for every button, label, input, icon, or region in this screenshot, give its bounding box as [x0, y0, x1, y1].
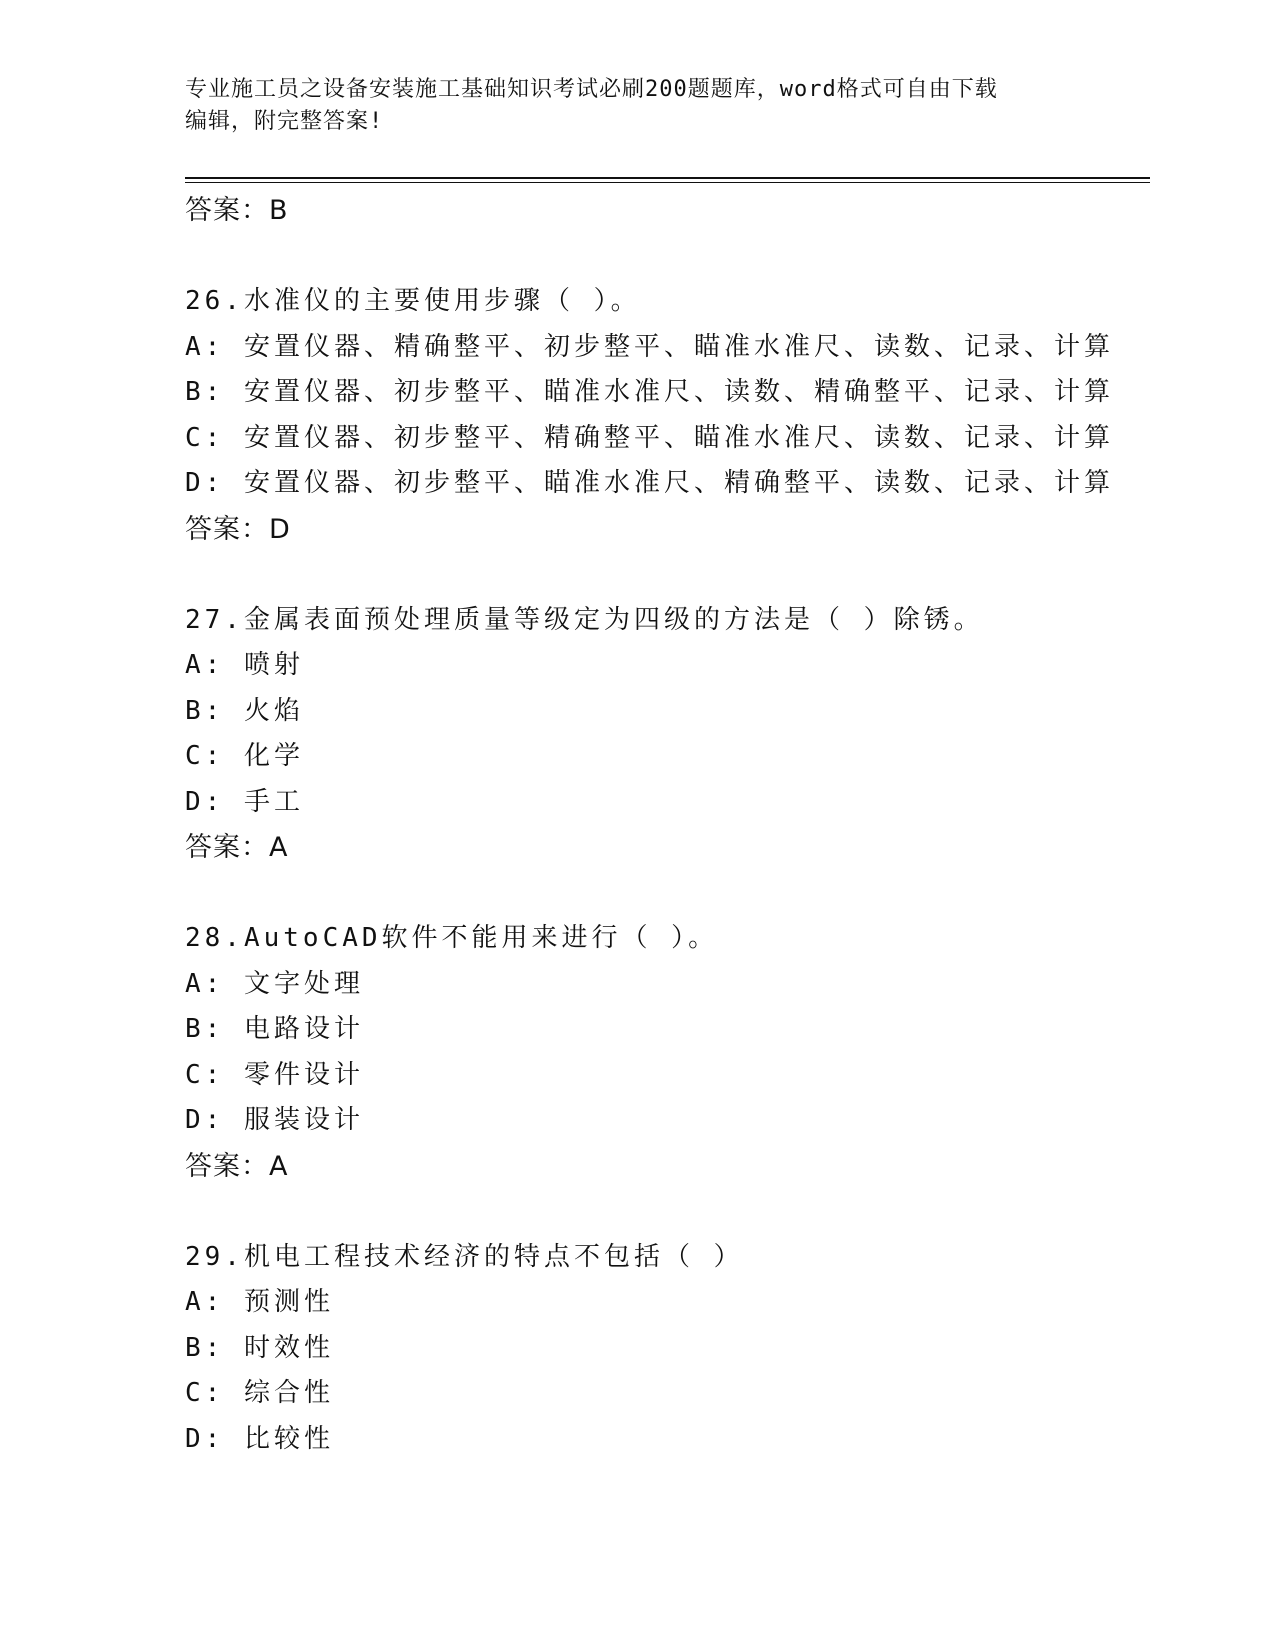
option-b: B: 安置仪器、初步整平、瞄准水准尺、读数、精确整平、记录、计算	[185, 377, 1114, 407]
option-d: D: 服装设计	[185, 1105, 364, 1135]
option-a: A: 安置仪器、精确整平、初步整平、瞄准水准尺、读数、记录、计算	[185, 331, 1114, 362]
header-rule-thin	[185, 182, 1150, 183]
question-stem: 28.AutoCAD软件不能用来进行（ ）。	[185, 923, 719, 953]
option-a: A: 喷射	[185, 650, 304, 680]
question-stem: 27.金属表面预处理质量等级定为四级的方法是（ ）除锈。	[185, 604, 984, 635]
option-b: B: 时效性	[185, 1332, 334, 1363]
option-c: C: 综合性	[185, 1378, 334, 1408]
option-d: D: 安置仪器、初步整平、瞄准水准尺、精确整平、读数、记录、计算	[185, 468, 1114, 498]
option-a: A: 文字处理	[185, 968, 364, 999]
question-list	[185, 188, 1135, 1462]
question-27	[185, 598, 1135, 871]
previous-answer: 答案：B	[185, 195, 289, 226]
header-line-1: 专业施工员之设备安装施工基础知识考试必刷200题题库，word格式可自由下载	[185, 77, 998, 102]
option-a: A: 预测性	[185, 1287, 334, 1317]
option-c: C: 零件设计	[185, 1059, 364, 1090]
header-line-2: 编辑，附完整答案!	[185, 109, 384, 134]
question-stem: 29.机电工程技术经济的特点不包括（ ）	[185, 1241, 744, 1272]
answer: 答案：A	[185, 832, 289, 863]
option-b: B: 火焰	[185, 695, 304, 726]
page-header	[185, 74, 1065, 138]
option-d: D: 比较性	[185, 1423, 334, 1454]
question-stem: 26.水准仪的主要使用步骤（ ）。	[185, 286, 641, 316]
option-b: B: 电路设计	[185, 1014, 364, 1044]
question-29	[185, 1235, 1135, 1463]
header-rule-thick	[185, 177, 1150, 179]
option-d: D: 手工	[185, 786, 304, 817]
question-26	[185, 279, 1135, 552]
option-c: C: 安置仪器、初步整平、精确整平、瞄准水准尺、读数、记录、计算	[185, 422, 1114, 453]
question-28	[185, 916, 1135, 1189]
option-c: C: 化学	[185, 741, 304, 771]
answer: 答案：D	[185, 513, 291, 545]
answer: 答案：A	[185, 1150, 289, 1182]
